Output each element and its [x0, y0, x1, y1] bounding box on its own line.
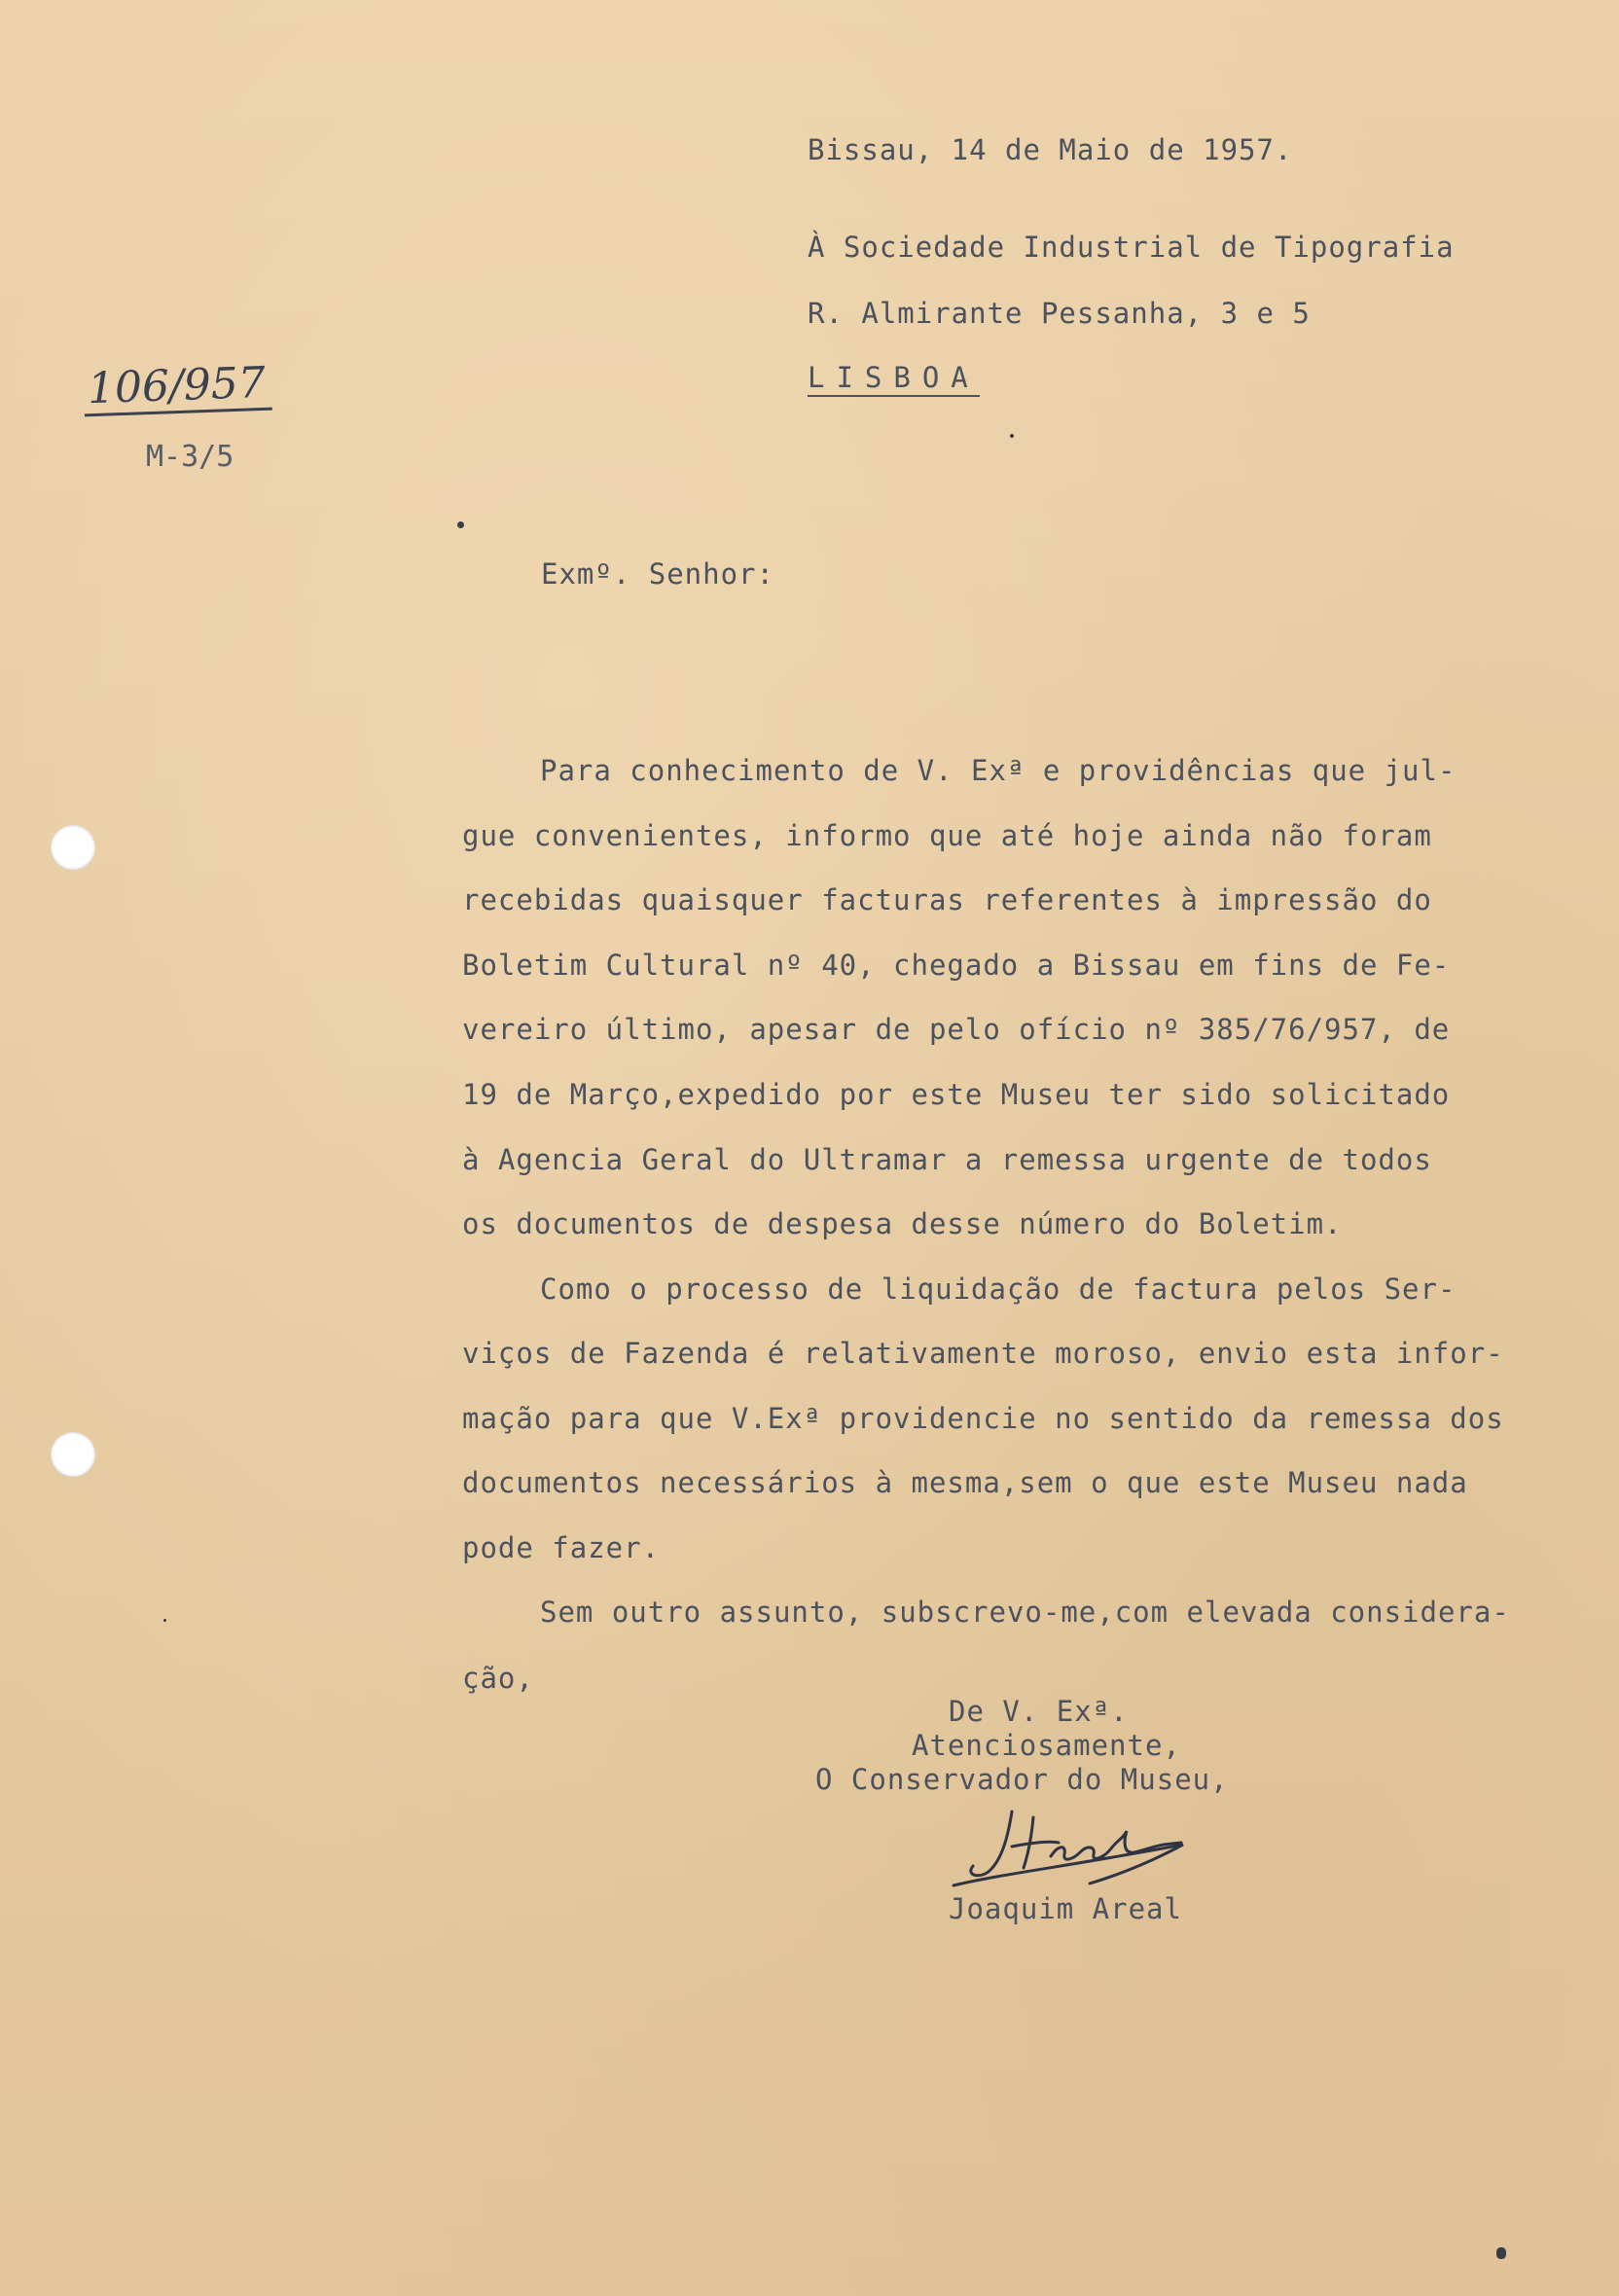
- paper-speck: [1496, 2247, 1506, 2259]
- body-line: recebidas quaisquer facturas referentes à impressão do: [462, 883, 1432, 916]
- body-line: ção,: [462, 1662, 534, 1695]
- body-line: Boletim Cultural nº 40, chegado a Bissau em fins de Fe-: [462, 949, 1451, 982]
- closing-line-1: De V. Exª.: [949, 1695, 1129, 1728]
- body-line: mação para que V.Exª providencie no sentido da remessa dos: [462, 1402, 1504, 1435]
- recipient-street: R. Almirante Pessanha, 3 e 5: [808, 297, 1311, 330]
- body-line: vereiro último, apesar de pelo ofício nº 385/76/957, de: [462, 1013, 1451, 1046]
- body-line: 19 de Março,expedido por este Museu ter sido solicitado: [462, 1078, 1451, 1111]
- punch-hole-top: [51, 825, 95, 870]
- date-line: Bissau, 14 de Maio de 1957.: [808, 133, 1293, 166]
- paper-speck: [457, 521, 464, 528]
- file-code: M-3/5: [146, 440, 234, 474]
- paper-speck: [163, 1619, 166, 1622]
- signatory-name: Joaquim Areal: [949, 1892, 1182, 1925]
- punch-hole-bottom: [51, 1432, 95, 1477]
- body-line: Para conhecimento de V. Exª e providências que jul-: [540, 754, 1457, 787]
- recipient-city: [808, 358, 980, 397]
- body-line: os documentos de despesa desse número do Boletim.: [462, 1207, 1343, 1240]
- body-line: à Agencia Geral do Ultramar a remessa urgente de todos: [462, 1143, 1432, 1176]
- body-line: gue convenientes, informo que até hoje ainda não foram: [462, 819, 1432, 852]
- paper-speck: [1010, 434, 1014, 438]
- recipient-city-text: LISBOA: [808, 361, 980, 397]
- body-line: viços de Fazenda é relativamente moroso, envio esta infor-: [462, 1337, 1504, 1370]
- body-line: pode fazer.: [462, 1531, 661, 1564]
- body-line: documentos necessários à mesma,sem o que este Museu nada: [462, 1466, 1468, 1499]
- recipient-name: À Sociedade Industrial de Tipografia: [808, 231, 1455, 264]
- closing-line-2: Atenciosamente,: [912, 1729, 1181, 1762]
- body-line: Como o processo de liquidação de factura pelos Ser-: [540, 1273, 1457, 1306]
- salutation: Exmº. Senhor:: [541, 557, 774, 591]
- closing-line-3: O Conservador do Museu,: [815, 1763, 1229, 1796]
- body-line: Sem outro assunto, subscrevo-me,com elevada considera-: [540, 1596, 1510, 1629]
- handwritten-reference-number: 106/957: [83, 359, 272, 417]
